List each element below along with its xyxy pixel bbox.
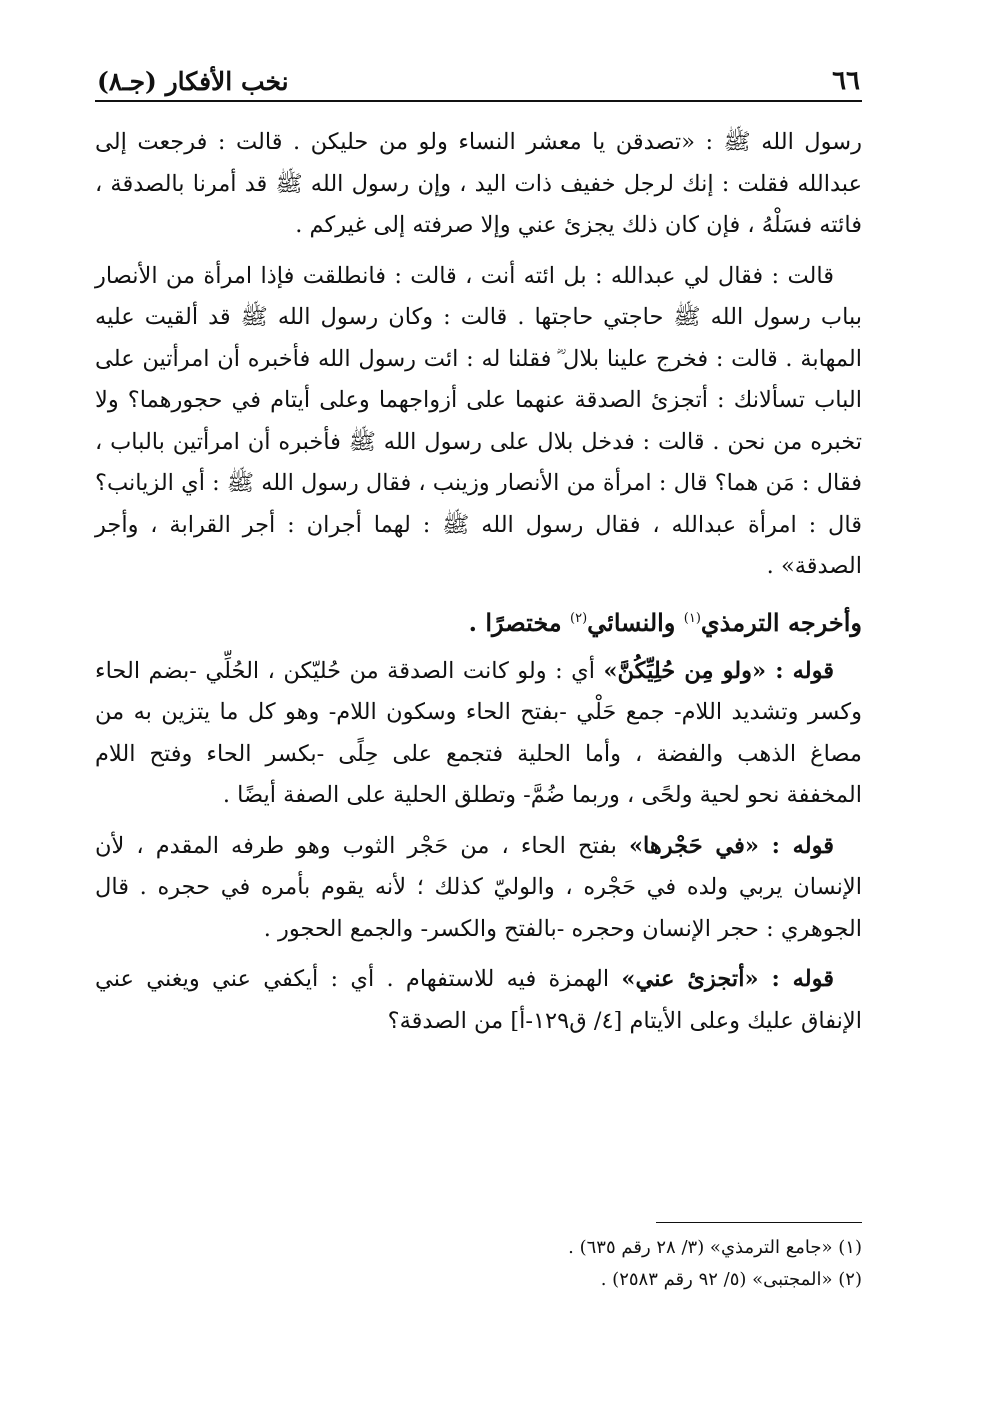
commentary-lemma: قوله : «في حَجْرها» [628,832,834,859]
commentary-text: أي : ولو كانت الصدقة من حُليّكن ، الحُلِّي -بضم الحاء وكسر وتشديد اللام- جمع حَلْي -بفتح الحاء وسكون اللام- وهو كل ما يتزين به من مصاغ الذهب والفضة ، وأما الحلية فتجمع على حِلًى -بكسر الحاء وفتح اللام المخففة نحو لحية ولحًى ، وربما ضُمَّ- وتطلق الحلية على الصفة أيضًا . [95,657,862,808]
commentary-text: بفتح الحاء ، من حَجْر الثوب وهو طرفه المقدم ، لأن الإنسان يربي ولده في حَجْره ، والوليّ كذلك ؛ لأنه يقوم بأمره في حجره . قال الجوهري : حجر الإنسان وحجره -بالفتح والكسر- والجمع الحجور . [95,832,862,942]
footnote-ref-2[interactable]: (٢) [570,610,588,626]
footnote-1: (١) «جامع الترمذي» (٣/ ٢٨ رقم ٦٣٥) . [568,1237,862,1258]
page-number: ٦٦ [832,66,860,96]
footnote-ref-1[interactable]: (١) [683,610,701,626]
book-title: نخب الأفكار (جـ٨) [97,67,289,96]
commentary-lemma: قوله : «أتجزئ عني» [621,966,834,992]
heading-part: والنسائي [587,607,684,637]
hadith-paragraph [95,122,862,247]
paragraph-text: قالت : فقال لي عبدالله : بل ائته أنت ، قالت : فانطلقت فإذا امرأة من الأنصار بباب رسول الله ﷺ حاجتي حاجتها . قالت : وكان رسول الله ﷺ قد ألقيت عليه المهابة . قالت : فخرج علينا بلال ؓ فقلنا له : ائت رسول الله فأخبره أن امرأتين على الباب تسألانك : أتجزئ الصدقة عنهما على أزواجهما وعلى أيتام في حجورهما؟ ولا تخبره من نحن . قالت : فدخل بلال على رسول الله ﷺ فأخبره أن امرأتين بالباب ، فقال : مَن هما؟ قال : امرأة من الأنصار وزينب ، فقال رسول الله ﷺ : أي الزيانب؟ قال : امرأة عبدالله ، فقال رسول الله ﷺ : لهما أجران : أجر القرابة ، وأجر الصدقة» . [95,262,862,579]
heading-part: وأخرجه الترمذي [700,607,862,637]
running-header [95,58,862,102]
hadith-paragraph [95,256,862,588]
paragraph-text: رسول الله ﷺ : «تصدقن يا معشر النساء ولو من حليكن . قالت : فرجعت إلى عبدالله فقلت : إنك لرجل خفيف ذات اليد ، وإن رسول الله ﷺ قد أمرنا بالصدقة ، فائته فسَلْهُ ، فإن كان ذلك يجزئ عني وإلا صرفته إلى غيركم . [95,129,862,238]
commentary-paragraph [95,826,862,951]
footnotes [102,1232,862,1296]
commentary-paragraph [95,959,862,1042]
takhrij-heading [95,597,862,645]
footnote-divider [656,1222,862,1223]
commentary-text: الهمزة فيه للاستفهام . أي : أيكفي عني ويغني عني الإنفاق عليك وعلى الأيتام [٤/ ق١٢٩-أ] من الصدقة؟ [95,966,862,1034]
page [95,58,862,1051]
page-body [95,122,862,1042]
commentary-lemma: قوله : «ولو مِن حُلِيِّكُنَّ» [603,657,834,684]
heading-part: مختصرًا . [468,607,571,637]
footnote-2: (٢) «المجتبى» (٥/ ٩٢ رقم ٢٥٨٣) . [600,1269,862,1290]
commentary-paragraph [95,651,862,817]
